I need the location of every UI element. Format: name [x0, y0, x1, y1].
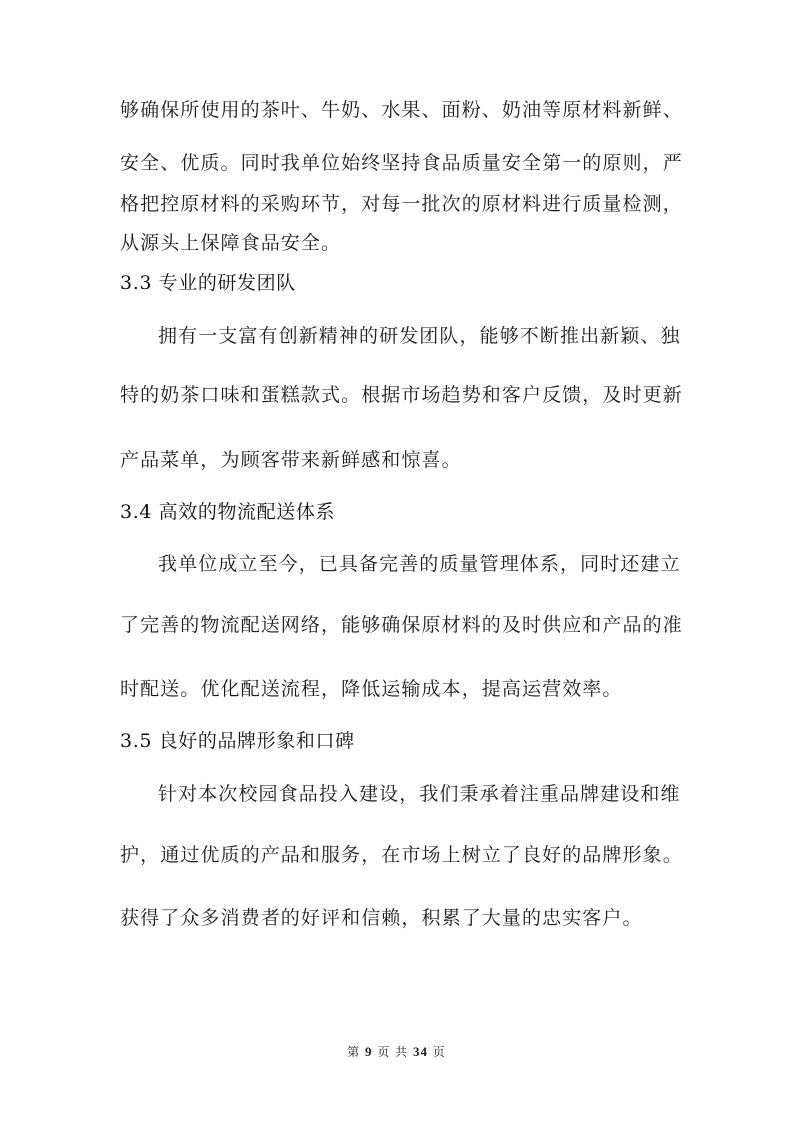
section-heading: 3.5 良好的品牌形象和口碑 — [120, 730, 355, 752]
section-heading: 3.4 高效的物流配送体系 — [120, 501, 336, 523]
paragraph-line: 针对本次校园食品投入建设，我们秉承着注重品牌建设和维 — [158, 783, 681, 805]
paragraph-line: 产品菜单，为顾客带来新鲜感和惊喜。 — [120, 449, 462, 471]
page-footer — [0, 1043, 793, 1060]
paragraph-line: 我单位成立至今，已具备完善的质量管理体系，同时还建立 — [158, 553, 681, 575]
paragraph-line: 够确保所使用的茶叶、牛奶、水果、面粉、奶油等原材料新鲜、 — [120, 99, 683, 121]
current-page-number: 9 — [365, 1044, 373, 1059]
paragraph-line: 特的奶茶口味和蛋糕款式。根据市场趋势和客户反馈，及时更新 — [120, 384, 683, 406]
paragraph-line: 获得了众多消费者的好评和信赖，积累了大量的忠实客户。 — [120, 907, 643, 929]
paragraph-line: 了完善的物流配送网络，能够确保原材料的及时供应和产品的准 — [120, 614, 683, 636]
paragraph-line: 护，通过优质的产品和服务，在市场上树立了良好的品牌形象。 — [120, 844, 683, 866]
paragraph-line: 格把控原材料的采购环节，对每一批次的原材料进行质量检测， — [120, 193, 683, 215]
paragraph-line: 安全、优质。同时我单位始终坚持食品质量安全第一的原则，严 — [120, 152, 683, 174]
paragraph-line: 拥有一支富有创新精神的研发团队，能够不断推出新颖、独 — [158, 325, 681, 347]
section-heading: 3.3 专业的研发团队 — [120, 272, 296, 294]
paragraph-line: 时配送。优化配送流程，降低运输成本，提高运营效率。 — [120, 678, 623, 700]
footer-middle: 页 共 — [377, 1045, 409, 1059]
total-pages-number: 34 — [412, 1044, 428, 1059]
footer-suffix: 页 — [432, 1045, 446, 1059]
footer-prefix: 第 — [347, 1045, 361, 1059]
paragraph-line: 从源头上保障食品安全。 — [120, 232, 342, 254]
